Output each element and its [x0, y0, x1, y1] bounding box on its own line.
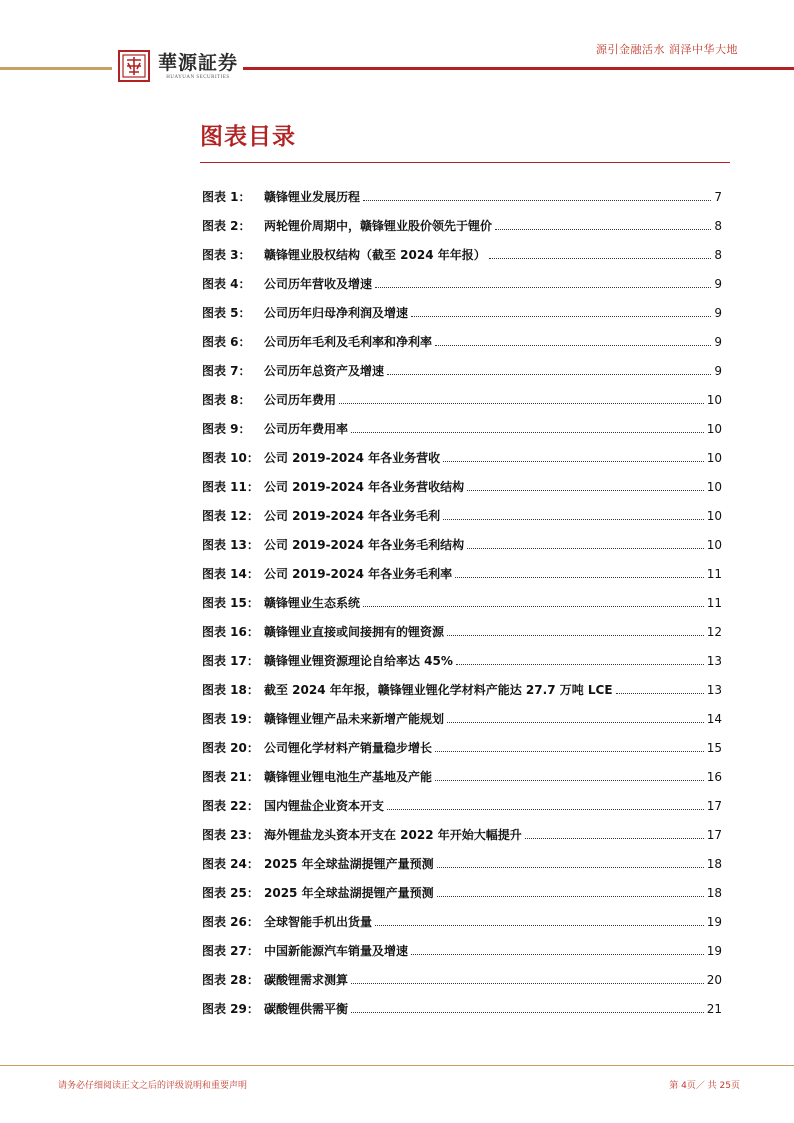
header-rule-red [243, 67, 794, 70]
toc-entry[interactable] [202, 327, 722, 356]
toc-entry-title: 赣锋锂业发展历程 [264, 190, 361, 204]
toc-entry[interactable] [202, 559, 722, 588]
toc-dot-leader [489, 258, 712, 259]
toc-entry-label: 图表 24： [202, 857, 259, 871]
toc-entry-title: 公司历年毛利及毛利率和净利率 [264, 335, 433, 349]
toc-entry[interactable] [202, 240, 722, 269]
toc-entry[interactable] [202, 443, 722, 472]
title-divider [200, 162, 730, 163]
toc-entry-page: 15 [706, 740, 722, 755]
toc-entry-title: 公司 2019-2024 年各业务毛利 [264, 509, 441, 523]
toc-entry-title: 赣锋锂业生态系统 [264, 596, 361, 610]
toc-entry-label: 图表 25： [202, 886, 259, 900]
toc-dot-leader [387, 809, 704, 810]
toc-entry[interactable] [202, 675, 722, 704]
toc-entry[interactable] [202, 878, 722, 907]
toc-entry-label: 图表 12： [202, 509, 259, 523]
toc-entry-label: 图表 8： [202, 393, 251, 407]
page-title: 图表目录 [200, 124, 296, 150]
toc-dot-leader [437, 896, 704, 897]
toc-entry-page: 10 [706, 479, 722, 494]
toc-entry[interactable] [202, 385, 722, 414]
toc-entry-label: 图表 4： [202, 277, 251, 291]
toc-entry-title: 赣锋锂业直接或间接拥有的锂资源 [264, 625, 445, 639]
toc-entry[interactable] [202, 994, 722, 1023]
toc-entry-title: 公司历年费用 [264, 393, 337, 407]
brand-name-cn: 華源証券 [158, 51, 239, 74]
toc-dot-leader [435, 780, 704, 781]
toc-entry[interactable] [202, 907, 722, 936]
huayuan-logo-icon [118, 50, 150, 82]
toc-entry-title: 赣锋锂业锂电池生产基地及产能 [264, 770, 433, 784]
toc-entry-title: 2025 年全球盐湖提锂产量预测 [264, 886, 434, 900]
toc-entry-page: 10 [706, 421, 722, 436]
toc-entry[interactable] [202, 530, 722, 559]
footer-divider [0, 1065, 794, 1066]
toc-entry-title: 公司 2019-2024 年各业务营收 [264, 451, 441, 465]
brand-name-en: HUAYUAN SECURITIES [166, 74, 230, 80]
toc-entry-title: 截至 2024 年年报，赣锋锂业锂化学材料产能达 27.7 万吨 LCE [264, 683, 613, 697]
toc-dot-leader [455, 577, 704, 578]
toc-dot-leader [525, 838, 704, 839]
toc-entry[interactable] [202, 501, 722, 530]
toc-entry-label: 图表 20： [202, 741, 259, 755]
toc-entry-title: 赣锋锂业股权结构（截至 2024 年年报） [264, 248, 486, 262]
toc-entry-title: 公司 2019-2024 年各业务营收结构 [264, 480, 465, 494]
toc-dot-leader [363, 606, 704, 607]
toc-dot-leader [447, 722, 704, 723]
toc-entry-title: 公司历年总资产及增速 [264, 364, 385, 378]
footer-page-number: 第 4页／ 共 25页 [669, 1081, 740, 1091]
toc-entry-title: 国内锂盐企业资本开支 [264, 799, 385, 813]
toc-entry-page: 12 [706, 624, 722, 639]
toc-entry[interactable] [202, 211, 722, 240]
toc-dot-leader [351, 432, 704, 433]
toc-entry[interactable] [202, 936, 722, 965]
toc-entry-page: 9 [714, 363, 722, 378]
toc-entry-title: 中国新能源汽车销量及增速 [264, 944, 409, 958]
toc-dot-leader [443, 519, 704, 520]
toc-entry-page: 7 [714, 189, 722, 204]
toc-dot-leader [351, 983, 704, 984]
toc-entry[interactable] [202, 472, 722, 501]
toc-entry-label: 图表 2： [202, 219, 251, 233]
toc-entry-label: 图表 3： [202, 248, 251, 262]
toc-entry-title: 公司历年归母净利润及增速 [264, 306, 409, 320]
toc-dot-leader [437, 867, 704, 868]
toc-dot-leader [443, 461, 704, 462]
toc-dot-leader [456, 664, 704, 665]
toc-entry[interactable] [202, 762, 722, 791]
toc-entry-page: 16 [706, 769, 722, 784]
toc-dot-leader [339, 403, 704, 404]
toc-entry-page: 20 [706, 972, 722, 987]
toc-entry-label: 图表 28： [202, 973, 259, 987]
toc-entry-title: 赣锋锂业锂资源理论自给率达 45% [264, 654, 453, 668]
header-rule-gold [0, 67, 112, 70]
toc-entry[interactable] [202, 269, 722, 298]
toc-entry-page: 13 [706, 682, 722, 697]
toc-entry-title: 公司 2019-2024 年各业务毛利率 [264, 567, 453, 581]
toc-entry-label: 图表 13： [202, 538, 259, 552]
toc-entry-label: 图表 6： [202, 335, 251, 349]
toc-entry[interactable] [202, 704, 722, 733]
toc-entry-page: 11 [706, 566, 722, 581]
toc-dot-leader [411, 316, 711, 317]
toc-entry[interactable] [202, 414, 722, 443]
toc-entry-label: 图表 1： [202, 190, 251, 204]
toc-entry-label: 图表 11： [202, 480, 259, 494]
toc-entry-label: 图表 26： [202, 915, 259, 929]
toc-entry[interactable] [202, 617, 722, 646]
toc-entry-page: 11 [706, 595, 722, 610]
toc-entry[interactable] [202, 965, 722, 994]
footer-disclaimer: 请务必仔细阅读正文之后的评级说明和重要声明 [58, 1081, 248, 1091]
toc-entry-page: 10 [706, 508, 722, 523]
toc-entry-label: 图表 5： [202, 306, 251, 320]
toc-entry-page: 18 [706, 856, 722, 871]
toc-entry-page: 19 [706, 943, 722, 958]
toc-entry-label: 图表 18： [202, 683, 259, 697]
toc-entry-title: 赣锋锂业锂产品未来新增产能规划 [264, 712, 445, 726]
toc-entry-page: 10 [706, 392, 722, 407]
toc-dot-leader [387, 374, 711, 375]
toc-entry-page: 17 [706, 827, 722, 842]
toc-dot-leader [375, 925, 704, 926]
toc-entry-title: 公司历年费用率 [264, 422, 349, 436]
toc-entry-page: 10 [706, 537, 722, 552]
toc-entry[interactable] [202, 298, 722, 327]
toc-dot-leader [447, 635, 704, 636]
toc-entry-title: 碳酸锂需求测算 [264, 973, 349, 987]
toc-entry-page: 9 [714, 334, 722, 349]
toc-dot-leader [435, 345, 711, 346]
figure-list [202, 182, 722, 1023]
toc-dot-leader [375, 287, 711, 288]
toc-entry-title: 两轮锂价周期中，赣锋锂业股价领先于锂价 [264, 219, 493, 233]
toc-entry-label: 图表 10： [202, 451, 259, 465]
toc-entry-page: 14 [706, 711, 722, 726]
header-slogan: 源引金融活水 润泽中华大地 [596, 43, 738, 56]
toc-dot-leader [495, 229, 711, 230]
toc-entry-label: 图表 22： [202, 799, 259, 813]
toc-dot-leader [351, 1012, 704, 1013]
toc-entry-title: 海外锂盐龙头资本开支在 2022 年开始大幅提升 [264, 828, 522, 842]
toc-entry-label: 图表 14： [202, 567, 259, 581]
toc-entry-title: 公司历年营收及增速 [264, 277, 373, 291]
toc-entry[interactable] [202, 849, 722, 878]
toc-entry[interactable] [202, 588, 722, 617]
toc-dot-leader [411, 954, 704, 955]
toc-entry-page: 17 [706, 798, 722, 813]
toc-dot-leader [616, 693, 704, 694]
toc-entry-page: 9 [714, 305, 722, 320]
toc-entry-title: 全球智能手机出货量 [264, 915, 373, 929]
toc-entry-page: 21 [706, 1001, 722, 1016]
toc-entry-page: 13 [706, 653, 722, 668]
toc-entry[interactable] [202, 733, 722, 762]
toc-entry-label: 图表 21： [202, 770, 259, 784]
toc-entry-page: 9 [714, 276, 722, 291]
company-logo [118, 50, 238, 82]
toc-entry-page: 18 [706, 885, 722, 900]
toc-entry[interactable] [202, 182, 722, 211]
toc-entry-label: 图表 9： [202, 422, 251, 436]
toc-entry-page: 8 [714, 247, 722, 262]
toc-dot-leader [467, 548, 704, 549]
toc-entry-label: 图表 17： [202, 654, 259, 668]
toc-entry-title: 公司 2019-2024 年各业务毛利结构 [264, 538, 465, 552]
toc-entry-page: 19 [706, 914, 722, 929]
toc-entry-label: 图表 23： [202, 828, 259, 842]
toc-entry-page: 8 [714, 218, 722, 233]
toc-dot-leader [363, 200, 711, 201]
toc-dot-leader [467, 490, 704, 491]
toc-entry[interactable] [202, 356, 722, 385]
toc-entry[interactable] [202, 820, 722, 849]
toc-dot-leader [435, 751, 704, 752]
toc-entry-label: 图表 19： [202, 712, 259, 726]
toc-entry-label: 图表 29： [202, 1002, 259, 1016]
toc-entry-label: 图表 16： [202, 625, 259, 639]
toc-entry[interactable] [202, 791, 722, 820]
toc-entry-label: 图表 15： [202, 596, 259, 610]
toc-entry[interactable] [202, 646, 722, 675]
toc-entry-page: 10 [706, 450, 722, 465]
toc-entry-title: 碳酸锂供需平衡 [264, 1002, 349, 1016]
toc-entry-title: 公司锂化学材料产销量稳步增长 [264, 741, 433, 755]
toc-entry-label: 图表 27： [202, 944, 259, 958]
toc-entry-label: 图表 7： [202, 364, 251, 378]
toc-entry-title: 2025 年全球盐湖提锂产量预测 [264, 857, 434, 871]
